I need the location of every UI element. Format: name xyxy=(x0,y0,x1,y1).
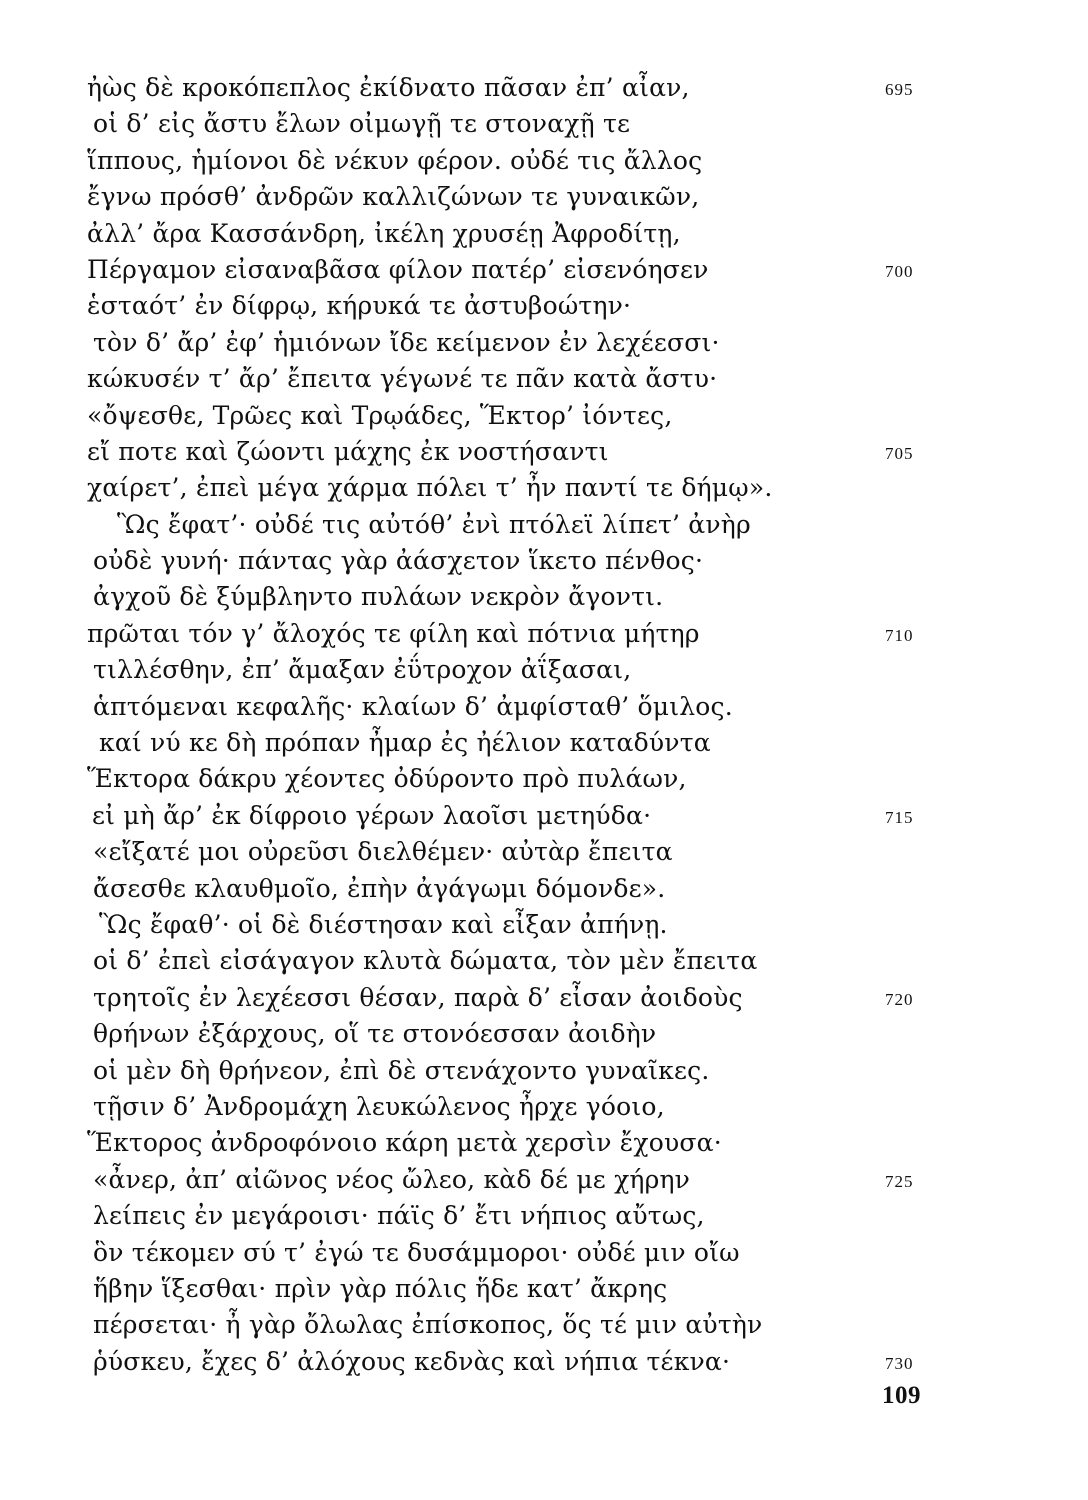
verse-text: καί νύ κε δὴ πρόπαν ἦμαρ ἐς ἠέλιον καταδύντα xyxy=(99,728,711,758)
verse-line xyxy=(0,1162,1088,1198)
verse-text: ἥβην ἵξεσθαι· πρὶν γὰρ πόλις ἥδε κατ’ ἄκρης xyxy=(93,1273,668,1303)
verse-text: θρήνων ἐξάρχους, οἵ τε στονόεσσαν ἀοιδὴν xyxy=(93,1019,657,1049)
verse-line xyxy=(0,1344,1088,1380)
verse-line xyxy=(0,907,1088,943)
page-number: 109 xyxy=(882,1382,921,1409)
verse-line xyxy=(0,616,1088,652)
line-number: 720 xyxy=(885,989,914,1009)
line-number: 695 xyxy=(885,80,914,99)
line-number: 730 xyxy=(885,1353,914,1373)
verse-text: ὃν τέκομεν σύ τ’ ἐγώ τε δυσάμμοροι· οὐδέ μιν οἴω xyxy=(93,1237,740,1267)
verse-text: ἀγχοῦ δὲ ξύμβληντο πυλάων νεκρὸν ἄγοντι. xyxy=(93,582,664,612)
verse-text: ἵππους, ἡμίονοι δὲ νέκυν φέρον. οὐδέ τις ἄλλος xyxy=(87,145,703,175)
verse-line xyxy=(0,216,1088,252)
verse-text: τῇσιν δ’ Ἀνδρομάχη λευκώλενος ἦρχε γόοιο, xyxy=(93,1091,665,1121)
verse-line xyxy=(0,70,1088,106)
verse-line xyxy=(0,143,1088,179)
verse-text: οἱ δ’ ἐπεὶ εἰσάγαγον κλυτὰ δώματα, τὸν μὲν ἔπειτα xyxy=(93,946,758,976)
verse-text: εἰ μὴ ἄρ’ ἐκ δίφροιο γέρων λαοῖσι μετηύδα· xyxy=(92,800,652,830)
verse-line xyxy=(0,1089,1088,1125)
verse-line xyxy=(0,1016,1088,1052)
line-number: 725 xyxy=(885,1171,914,1191)
verse-text: ἔγνω πρόσθ’ ἀνδρῶν καλλιζώνων τε γυναικῶν, xyxy=(87,182,700,212)
verse-line xyxy=(0,543,1088,579)
verse-line xyxy=(0,470,1088,506)
verse-line xyxy=(0,1271,1088,1307)
verse-line xyxy=(0,798,1088,834)
verse-line xyxy=(0,1307,1088,1343)
verse-text: ἁπτόμεναι κεφαλῆς· κλαίων δ’ ἀμφίσταθ’ ὅμιλος. xyxy=(93,691,733,721)
verse-line xyxy=(0,943,1088,979)
verse-block xyxy=(0,70,1088,1380)
verse-line xyxy=(0,725,1088,761)
verse-line xyxy=(0,834,1088,870)
verse-line xyxy=(0,1125,1088,1161)
line-number: 715 xyxy=(885,807,914,827)
verse-text: «εἴξατέ μοι οὐρεῦσι διελθέμεν· αὐτὰρ ἔπειτα xyxy=(93,837,673,867)
verse-text: ἑσταότ’ ἐν δίφρῳ, κήρυκά τε ἀστυβοώτην· xyxy=(87,291,632,321)
verse-line xyxy=(0,871,1088,907)
verse-line xyxy=(0,689,1088,725)
verse-text: οἱ μὲν δὴ θρήνεον, ἐπὶ δὲ στενάχοντο γυναῖκες. xyxy=(93,1055,710,1085)
verse-text: τὸν δ’ ἄρ’ ἐφ’ ἡμιόνων ἴδε κείμενον ἐν λεχέεσσι· xyxy=(93,327,720,357)
verse-line xyxy=(0,179,1088,215)
verse-line xyxy=(0,288,1088,324)
verse-text: τρητοῖς ἐν λεχέεσσι θέσαν, παρὰ δ’ εἶσαν ἀοιδοὺς xyxy=(93,982,743,1012)
verse-text: ῥύσκευ, ἔχες δ’ ἀλόχους κεδνὰς καὶ νήπια τέκνα· xyxy=(93,1346,731,1376)
verse-line xyxy=(0,652,1088,688)
verse-line xyxy=(0,1053,1088,1089)
verse-text: «ἆνερ, ἀπ’ αἰῶνος νέος ὤλεο, κὰδ δέ με χήρην xyxy=(93,1164,691,1194)
verse-text: κώκυσέν τ’ ἄρ’ ἔπειτα γέγωνέ τε πᾶν κατὰ ἄστυ· xyxy=(87,364,718,394)
verse-line xyxy=(0,252,1088,288)
verse-text: λείπεις ἐν μεγάροισι· πάϊς δ’ ἔτι νήπιος αὔτως, xyxy=(93,1201,705,1231)
verse-text: χαίρετ’, ἐπεὶ μέγα χάρμα πόλει τ’ ἦν παντί τε δήμῳ». xyxy=(87,473,773,503)
verse-line xyxy=(0,106,1088,142)
verse-line xyxy=(0,325,1088,361)
verse-text: οὐδὲ γυνή· πάντας γὰρ ἀάσχετον ἵκετο πένθος· xyxy=(93,546,704,576)
verse-text: ἠὼς δὲ κροκόπεπλος ἐκίδνατο πᾶσαν ἐπ’ αἶαν, xyxy=(87,73,690,102)
verse-line xyxy=(0,1235,1088,1271)
verse-text: ἄσεσθε κλαυθμοῖο, ἐπὴν ἀγάγωμι δόμονδε». xyxy=(93,873,666,903)
line-number: 710 xyxy=(885,625,914,645)
verse-text: ἀλλ’ ἄρα Κασσάνδρη, ἰκέλη χρυσέῃ Ἀφροδίτῃ, xyxy=(87,218,681,248)
verse-text: «ὄψεσθε, Τρῶες καὶ Τρῳάδες, Ἕκτορ’ ἰόντες, xyxy=(87,400,673,430)
verse-line xyxy=(0,507,1088,543)
verse-text: Ὣς ἔφατ’· οὐδέ τις αὐτόθ’ ἐνὶ πτόλεϊ λίπετ’ ἀνὴρ xyxy=(117,509,751,539)
verse-text: Ἕκτορα δάκρυ χέοντες ὀδύροντο πρὸ πυλάων, xyxy=(87,764,687,794)
verse-line xyxy=(0,1198,1088,1234)
verse-line xyxy=(0,434,1088,470)
verse-line xyxy=(0,398,1088,434)
verse-line xyxy=(0,761,1088,797)
verse-text: Πέργαμον εἰσαναβᾶσα φίλον πατέρ’ εἰσενόησεν xyxy=(87,254,709,284)
verse-text: τιλλέσθην, ἐπ’ ἄμαξαν ἐΰτροχον ἀΐξασαι, xyxy=(93,655,632,685)
verse-text: Ὣς ἔφαθ’· οἱ δὲ διέστησαν καὶ εἶξαν ἀπήνῃ. xyxy=(99,909,668,939)
verse-text: Ἕκτορος ἀνδροφόνοιο κάρη μετὰ χερσὶν ἔχουσα· xyxy=(87,1128,722,1158)
line-number: 700 xyxy=(885,261,914,281)
verse-line xyxy=(0,579,1088,615)
verse-text: πέρσεται· ἦ γὰρ ὄλωλας ἐπίσκοπος, ὅς τέ μιν αὐτὴν xyxy=(93,1310,763,1340)
verse-line xyxy=(0,361,1088,397)
line-number: 705 xyxy=(885,443,914,463)
verse-text: εἴ ποτε καὶ ζώοντι μάχης ἐκ νοστήσαντι xyxy=(87,436,609,466)
verse-text: πρῶται τόν γ’ ἄλοχός τε φίλη καὶ πότνια μήτηρ xyxy=(87,618,700,648)
verse-line xyxy=(0,980,1088,1016)
verse-text: οἱ δ’ εἰς ἄστυ ἔλων οἰμωγῇ τε στοναχῇ τε xyxy=(93,109,631,139)
